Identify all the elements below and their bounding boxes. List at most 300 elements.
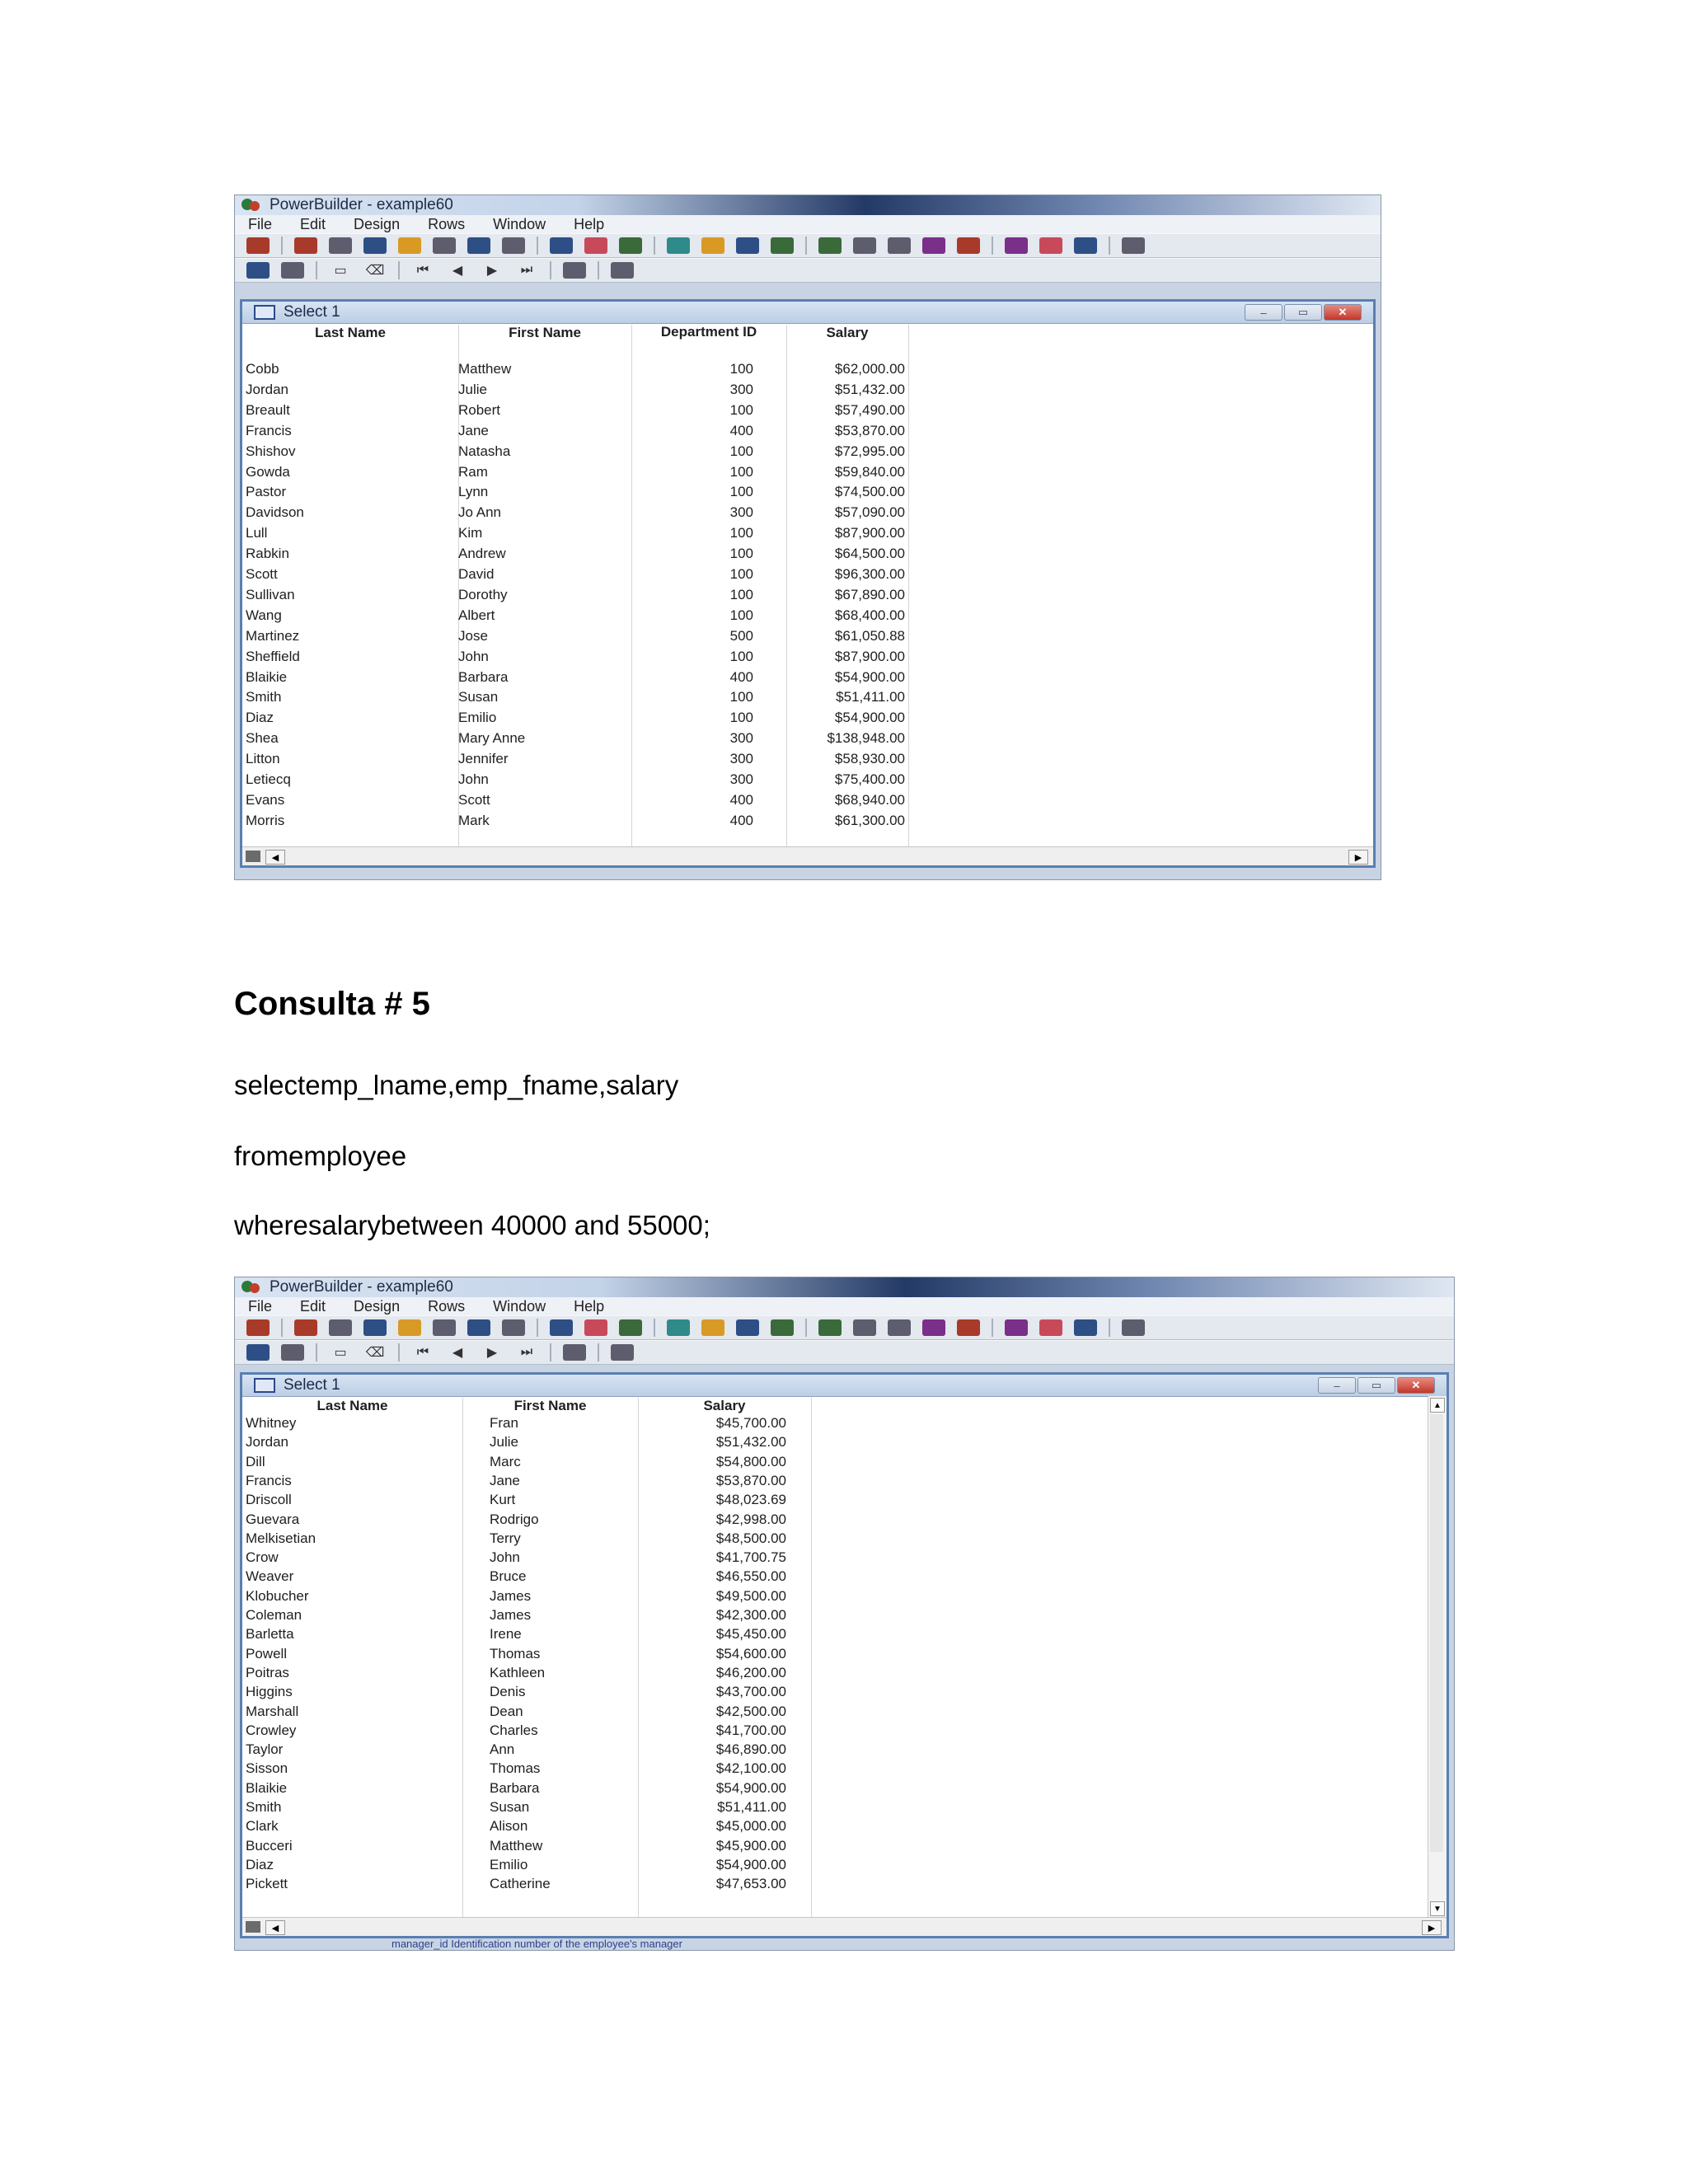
window-painter-icon[interactable] [329,237,352,254]
table-row[interactable] [242,587,1373,607]
cell-first-name: Charles [490,1722,538,1738]
cell-first-name: Alison [490,1818,528,1835]
cell-department-id: 400 [729,812,753,828]
toolbar-separator [537,1319,538,1337]
cell-first-name: Kurt [490,1492,516,1508]
cell-department-id: 100 [729,361,753,377]
cell-salary: $49,500.00 [715,1587,786,1604]
toolbar-separator [654,1319,655,1337]
update-icon[interactable] [281,1344,304,1361]
cell-first-name: Marc [490,1453,521,1469]
results-grid [242,1398,1428,1918]
table-row[interactable] [242,669,1373,690]
application-painter-icon[interactable] [294,1319,317,1336]
cell-department-id: 100 [729,566,753,582]
table-row[interactable] [242,1704,1428,1724]
cell-first-name: Ram [458,463,488,480]
cell-last-name: Lull [246,525,268,541]
cell-salary: $62,000.00 [834,361,905,377]
cell-salary: $46,890.00 [715,1741,786,1758]
cell-first-name: Natasha [458,443,511,459]
sql-line-from: fromemployee [234,1141,407,1171]
cell-department-id: 300 [729,751,753,767]
cell-department-id: 100 [729,401,753,418]
minimize-button[interactable]: – [1245,304,1282,321]
preview-toolbar [235,258,1381,283]
edit-icon[interactable] [818,237,842,254]
horizontal-scrollbar[interactable] [242,1917,1447,1936]
table-row[interactable] [242,1760,1428,1781]
exe-icon[interactable] [957,1319,980,1336]
cell-last-name: Diaz [246,710,274,726]
table-row[interactable] [242,1741,1428,1762]
menu-rows[interactable]: Rows [428,1297,466,1315]
table-row[interactable] [242,607,1373,628]
toolbar-separator [550,261,551,279]
exit-icon[interactable] [1122,1319,1145,1336]
maximize-button[interactable]: ▭ [1357,1377,1395,1394]
project-icon[interactable] [922,1319,945,1336]
results-grid [242,325,1373,847]
menu-bar [235,1297,1454,1315]
preview-icon[interactable] [853,237,876,254]
function-painter-icon[interactable] [467,237,490,254]
scroll-thumb[interactable] [246,1921,260,1933]
table-row[interactable] [242,525,1373,546]
table-row[interactable] [242,751,1373,771]
cell-first-name: Andrew [458,546,506,562]
cell-salary: $45,900.00 [715,1837,786,1854]
table-row[interactable] [242,1818,1428,1839]
exit-icon[interactable] [1122,237,1145,254]
cell-salary: $54,900.00 [715,1856,786,1872]
cell-first-name: Dean [490,1703,523,1719]
painterbar-dropdown-icon[interactable] [246,1319,270,1336]
print-icon[interactable] [563,1344,586,1361]
cell-salary: $47,653.00 [715,1876,786,1892]
menu-file[interactable]: File [248,215,273,232]
cell-last-name: Blaikie [246,668,288,685]
app-title-bar [235,195,1381,215]
painter-toolbar [235,1315,1454,1340]
toolbar-separator [537,237,538,255]
cell-salary: $42,300.00 [715,1607,786,1623]
options-icon[interactable] [1074,237,1097,254]
cell-first-name: Albert [458,607,495,623]
table-row[interactable] [242,730,1373,751]
cell-first-name: Jose [458,627,488,644]
table-row[interactable] [242,484,1373,504]
update-icon[interactable] [281,262,304,279]
cell-salary: $41,700.00 [715,1722,786,1738]
tools-icon[interactable] [1005,1319,1028,1336]
first-page-icon[interactable]: ⏮ [416,263,429,277]
cell-salary: $41,700.75 [715,1549,786,1566]
menu-window[interactable]: Window [493,215,546,232]
cell-department-id: 300 [729,381,753,397]
child-window-title: Select 1 [284,303,340,321]
cell-department-id: 300 [729,730,753,747]
cell-last-name: Crowley [246,1722,297,1738]
cell-salary: $46,550.00 [715,1568,786,1585]
print-icon[interactable] [563,262,586,279]
cell-first-name: Bruce [490,1568,527,1585]
close-button[interactable]: ✕ [1324,304,1362,321]
retrieve-icon[interactable] [246,262,270,279]
table-row[interactable] [242,1434,1428,1455]
cell-last-name: Klobucher [246,1587,309,1604]
table-row[interactable] [242,1568,1428,1589]
cell-last-name: Francis [246,1472,292,1488]
table-row[interactable] [242,1876,1428,1896]
menu-design[interactable]: Design [354,1297,401,1315]
table-row[interactable] [242,464,1373,485]
structure-painter-icon[interactable] [398,1319,421,1336]
window-painter-icon[interactable] [329,1319,352,1336]
table-row[interactable] [242,1857,1428,1877]
delete-row-icon[interactable]: ⌫ [365,264,385,278]
cell-salary: $57,090.00 [834,504,905,521]
insert-row-icon[interactable]: ▭ [334,264,347,278]
function-painter-icon[interactable] [467,1319,490,1336]
database-painter-icon[interactable] [619,1319,642,1336]
cell-last-name: Shishov [246,443,296,459]
toolbar-separator [281,237,283,255]
library-painter-icon[interactable] [667,1319,690,1336]
table-row[interactable] [242,628,1373,649]
database-painter-icon[interactable] [619,237,642,254]
library-painter-icon[interactable] [667,237,690,254]
scroll-down-arrow-icon[interactable]: ▼ [1430,1901,1445,1916]
pipeline-painter-icon[interactable] [584,1319,607,1336]
cell-salary: $61,300.00 [834,812,905,828]
powerbuilder-window-2 [234,1277,1455,1951]
cell-last-name: Sheffield [246,648,300,664]
table-row[interactable] [242,1838,1428,1858]
section-heading: Consulta # 5 [234,986,430,1022]
table-row[interactable] [242,1492,1428,1512]
cell-first-name: Scott [458,791,490,808]
cell-last-name: Weaver [246,1568,294,1585]
query-painter-icon[interactable] [502,237,525,254]
db-profile-icon[interactable] [771,1319,794,1336]
last-page-icon[interactable]: ⏭ [520,263,533,277]
table-row[interactable] [242,1588,1428,1609]
minimize-button[interactable]: – [1318,1377,1356,1394]
db-profile-icon[interactable] [771,237,794,254]
toolbar-separator [805,237,807,255]
toolbar-separator [281,1319,283,1337]
cell-last-name: Francis [246,422,292,438]
table-row[interactable] [242,361,1373,382]
cell-first-name: Lynn [458,484,489,500]
close-preview-icon[interactable] [611,262,634,279]
painterbar-dropdown-icon[interactable] [246,237,270,254]
cell-last-name: Wang [246,607,282,623]
cell-last-name: Evans [246,791,285,808]
toolbar-separator [805,1319,807,1337]
menu-window[interactable]: Window [493,1297,546,1315]
cell-salary: $42,100.00 [715,1760,786,1777]
cell-department-id: 100 [729,463,753,480]
scroll-left-arrow-icon[interactable]: ◀ [265,850,285,865]
toolbar-separator [654,237,655,255]
scroll-left-arrow-icon[interactable]: ◀ [265,1920,285,1935]
first-page-icon[interactable]: ⏮ [416,1345,429,1359]
child-window-title: Select 1 [284,1376,340,1394]
menu-edit[interactable]: Edit [300,1297,326,1315]
retrieve-icon[interactable] [246,1344,270,1361]
menu-edit[interactable]: Edit [300,215,326,232]
table-row[interactable] [242,402,1373,423]
cell-last-name: Davidson [246,504,304,521]
scroll-thumb[interactable] [246,851,260,862]
project-icon[interactable] [922,237,945,254]
column-header-last-name: Last Name [316,1398,388,1413]
cell-department-id: 100 [729,443,753,459]
table-row[interactable] [242,423,1373,443]
cell-department-id: 400 [729,791,753,808]
column-header-last-name: Last Name [315,325,386,340]
toolbar-separator [598,1343,599,1361]
cell-last-name: Cobb [246,361,279,377]
cell-first-name: Catherine [490,1876,551,1892]
menu-rows[interactable]: Rows [428,215,466,232]
preview-toolbar [235,1340,1454,1365]
table-row[interactable] [242,1722,1428,1743]
powerbuilder-app-icon [240,196,263,214]
prior-page-icon[interactable]: ◀ [452,1346,463,1360]
cell-department-id: 400 [729,422,753,438]
cell-salary: $54,900.00 [834,668,905,685]
user-object-icon[interactable] [433,1319,456,1336]
table-row[interactable] [242,443,1373,464]
background-strip [235,1938,1454,1950]
cell-last-name: Coleman [246,1607,302,1623]
cell-first-name: Barbara [458,668,509,685]
cell-first-name: Dorothy [458,586,508,602]
cell-salary: $45,000.00 [715,1818,786,1835]
query-painter-icon[interactable] [502,1319,525,1336]
table-row[interactable] [242,546,1373,566]
cell-last-name: Melkisetian [246,1530,316,1546]
next-page-icon[interactable]: ▶ [486,264,498,278]
select-results-window [240,1372,1449,1938]
scroll-right-arrow-icon[interactable]: ▶ [1422,1920,1442,1935]
scroll-track[interactable] [1430,1414,1443,1852]
browser-icon[interactable] [888,237,911,254]
table-row[interactable] [242,1454,1428,1474]
datawindow-painter-icon[interactable] [550,1319,573,1336]
delete-row-icon[interactable]: ⌫ [365,1346,385,1360]
insert-row-icon[interactable]: ▭ [334,1346,347,1360]
cell-first-name: Fran [490,1415,518,1431]
cell-first-name: Robert [458,401,501,418]
browser-icon[interactable] [888,1319,911,1336]
table-row[interactable] [242,504,1373,525]
menu-painter-icon[interactable] [363,1319,387,1336]
maximize-button[interactable]: ▭ [1284,304,1322,321]
cell-first-name: Kim [458,525,483,541]
horizontal-scrollbar[interactable] [242,846,1373,865]
prior-page-icon[interactable]: ◀ [452,264,463,278]
cell-salary: $42,500.00 [715,1703,786,1719]
table-row[interactable] [242,689,1373,710]
table-row[interactable] [242,1511,1428,1532]
pipeline-painter-icon[interactable] [584,237,607,254]
stop-icon[interactable] [1039,237,1062,254]
cell-salary: $51,411.00 [836,689,905,705]
cell-last-name: Driscoll [246,1492,292,1508]
cell-salary: $54,900.00 [715,1779,786,1796]
cell-salary: $51,411.00 [717,1799,786,1815]
debug-icon[interactable] [701,1319,724,1336]
cell-last-name: Barletta [246,1626,294,1643]
cell-last-name: Sullivan [246,586,295,602]
scroll-up-arrow-icon[interactable]: ▲ [1430,1398,1445,1413]
menu-help[interactable]: Help [574,215,605,232]
cell-last-name: Poitras [246,1664,289,1680]
user-object-icon[interactable] [433,237,456,254]
cell-last-name: Marshall [246,1703,299,1719]
edit-icon[interactable] [818,1319,842,1336]
cell-last-name: Dill [246,1453,265,1469]
table-row[interactable] [242,710,1373,730]
table-row[interactable] [242,771,1373,792]
cell-first-name: Denis [490,1684,526,1700]
cell-first-name: Barbara [490,1779,540,1796]
stop-icon[interactable] [1039,1319,1062,1336]
cell-last-name: Smith [246,689,282,705]
debug-icon[interactable] [701,237,724,254]
last-page-icon[interactable]: ⏭ [520,1345,533,1359]
cell-first-name: Ann [490,1741,515,1758]
menu-painter-icon[interactable] [363,237,387,254]
cell-salary: $54,900.00 [834,710,905,726]
cell-salary: $53,870.00 [715,1472,786,1488]
cell-first-name: Thomas [490,1760,541,1777]
close-preview-icon[interactable] [611,1344,634,1361]
table-row[interactable] [242,1549,1428,1570]
cell-last-name: Pickett [246,1876,288,1892]
cell-salary: $138,948.00 [827,730,905,747]
cell-department-id: 500 [729,627,753,644]
menu-design[interactable]: Design [354,215,401,232]
cell-salary: $75,400.00 [834,771,905,787]
table-row[interactable] [242,1799,1428,1820]
cell-salary: $59,840.00 [834,463,905,480]
select-results-window [240,299,1376,868]
options-icon[interactable] [1074,1319,1097,1336]
run-icon[interactable] [736,1319,759,1336]
run-icon[interactable] [736,237,759,254]
child-title-bar [242,1375,1447,1397]
app-title: PowerBuilder - example60 [270,196,453,213]
cell-salary: $48,023.69 [715,1492,786,1508]
exe-icon[interactable] [957,237,980,254]
table-row[interactable] [242,649,1373,669]
cell-salary: $45,450.00 [715,1626,786,1643]
cell-salary: $54,600.00 [715,1645,786,1661]
cell-last-name: Clark [246,1818,279,1835]
table-row[interactable] [242,382,1373,402]
app-title-bar [235,1277,1454,1297]
table-row[interactable] [242,1607,1428,1628]
background-column-description: manager_id Identification number of the employee's manager [392,1938,682,1950]
table-row[interactable] [242,566,1373,587]
table-row[interactable] [242,1684,1428,1704]
preview-icon[interactable] [853,1319,876,1336]
cell-first-name: David [458,566,495,582]
cell-salary: $54,800.00 [715,1453,786,1469]
next-page-icon[interactable]: ▶ [486,1346,498,1360]
cell-salary: $46,200.00 [715,1664,786,1680]
menu-file[interactable]: File [248,1297,273,1315]
cell-last-name: Smith [246,1799,282,1815]
cell-department-id: 100 [729,586,753,602]
toolbar-separator [550,1343,551,1361]
cell-first-name: Susan [490,1799,530,1815]
cell-department-id: 100 [729,525,753,541]
column-header-salary: Salary [826,325,869,340]
cell-first-name: Mary Anne [458,730,526,747]
structure-painter-icon[interactable] [398,237,421,254]
painter-toolbar [235,233,1381,258]
cell-last-name: Diaz [246,1856,274,1872]
cell-department-id: 100 [729,710,753,726]
table-row[interactable] [242,813,1373,833]
cell-last-name: Litton [246,751,280,767]
cell-salary: $58,930.00 [834,751,905,767]
table-row[interactable] [242,1646,1428,1666]
cell-last-name: Crow [246,1549,279,1566]
menu-help[interactable]: Help [574,1297,605,1315]
cell-first-name: Rodrigo [490,1511,539,1527]
table-row[interactable] [242,1780,1428,1801]
cell-first-name: Mark [458,812,490,828]
cell-first-name: John [458,771,489,787]
vertical-scrollbar[interactable] [1428,1396,1447,1918]
table-row[interactable] [242,1665,1428,1685]
table-row[interactable] [242,1415,1428,1436]
cell-salary: $68,400.00 [834,607,905,623]
application-painter-icon[interactable] [294,237,317,254]
cell-first-name: Kathleen [490,1664,546,1680]
scroll-right-arrow-icon[interactable]: ▶ [1348,850,1368,865]
cell-last-name: Breault [246,401,290,418]
cell-last-name: Letiecq [246,771,291,787]
cell-department-id: 300 [729,504,753,521]
cell-first-name: Matthew [490,1837,543,1854]
cell-first-name: James [490,1607,532,1623]
datawindow-painter-icon[interactable] [550,237,573,254]
close-button[interactable]: ✕ [1397,1377,1435,1394]
table-row[interactable] [242,1626,1428,1647]
table-row[interactable] [242,1530,1428,1551]
cell-department-id: 300 [729,771,753,787]
cell-department-id: 100 [729,648,753,664]
cell-salary: $96,300.00 [834,566,905,582]
cell-last-name: Guevara [246,1511,300,1527]
cell-last-name: Rabkin [246,546,289,562]
table-row[interactable] [242,1473,1428,1493]
cell-salary: $74,500.00 [834,484,905,500]
cell-department-id: 100 [729,689,753,705]
table-row[interactable] [242,792,1373,813]
background-strip [235,868,1381,879]
menu-bar [235,215,1381,233]
tools-icon[interactable] [1005,237,1028,254]
